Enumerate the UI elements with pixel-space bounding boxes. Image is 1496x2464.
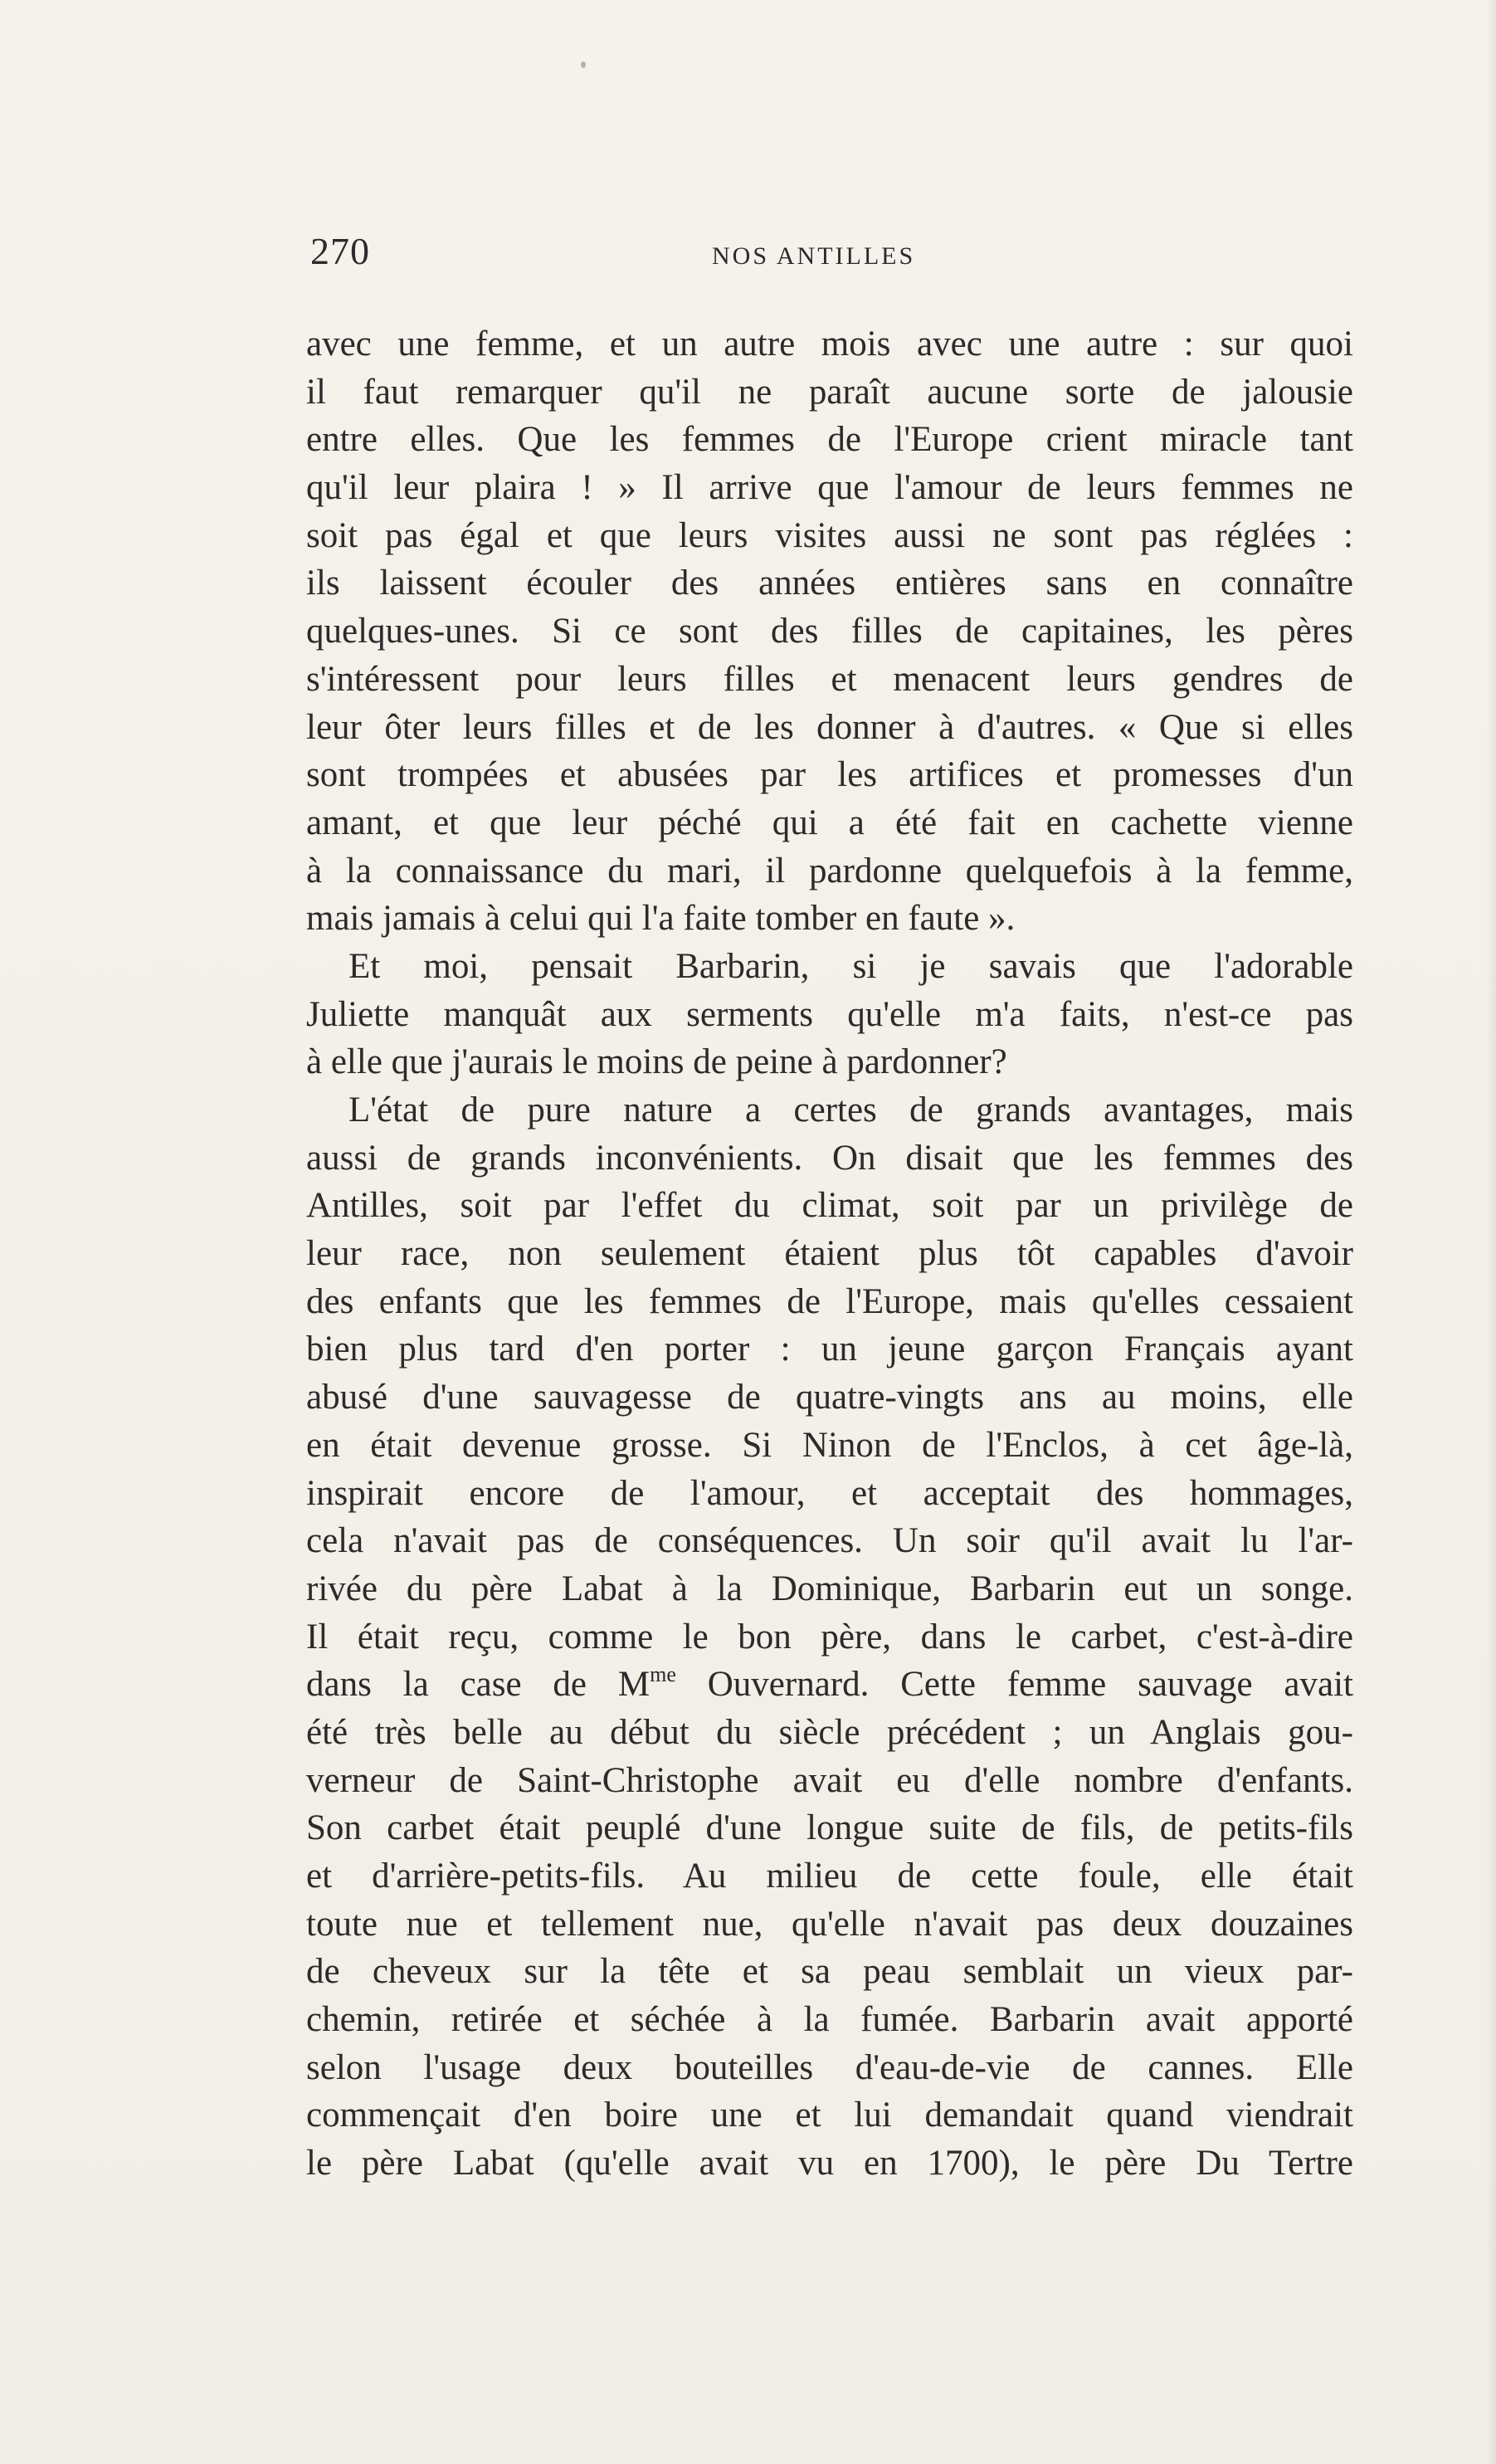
text-line: s'intéressent pour leurs filles et menacent leurs gendres de (306, 659, 1353, 699)
text-line: il faut remarquer qu'il ne paraît aucune sorte de jalousie (306, 372, 1353, 412)
text-line: sont trompées et abusées par les artifices et promesses d'un (306, 755, 1353, 795)
paragraph-start-line: L'état de pure nature a certes de grands avantages, mais (348, 1091, 1353, 1130)
text-line: et d'arrière-petits-fils. Au milieu de cette foule, elle était (306, 1857, 1353, 1896)
text-line: Son carbet était peuplé d'une longue suite de fils, de petits-fils (306, 1808, 1353, 1848)
text-line: Il était reçu, comme le bon père, dans le carbet, c'est-à-dire (306, 1617, 1353, 1656)
text-line: entre elles. Que les femmes de l'Europe crient miracle tant (306, 420, 1353, 460)
text-line: été très belle au début du siècle précédent ; un Anglais gou- (306, 1712, 1353, 1752)
text-line: soit pas égal et que leurs visites aussi ne sont pas réglées : (306, 515, 1353, 555)
text-line: selon l'usage deux bouteilles d'eau-de-vie de cannes. Elle (306, 2047, 1353, 2087)
text-line: bien plus tard d'en porter : un jeune garçon Français ayant (306, 1330, 1353, 1369)
text-line: aussi de grands inconvénients. On disait que les femmes des (306, 1138, 1353, 1178)
text-line: verneur de Saint-Christophe avait eu d'elle nombre d'enfants. (306, 1760, 1353, 1800)
text-line: quelques-unes. Si ce sont des filles de capitaines, les pères (306, 612, 1353, 651)
paragraph-start-line: Et moi, pensait Barbarin, si je savais que l'adorable (348, 946, 1353, 986)
text-line: Juliette manquât aux serments qu'elle m'a faits, n'est-ce pas (306, 994, 1353, 1034)
page-edge-shadow (1486, 0, 1496, 2464)
text-line: avec une femme, et un autre mois avec une autre : sur quoi (306, 324, 1353, 364)
text-segment: Ouvernard. Cette femme sauvage avait (675, 1665, 1354, 1705)
text-line: des enfants que les femmes de l'Europe, mais qu'elles cessaient (306, 1281, 1353, 1321)
body-text (306, 320, 1353, 2188)
running-title: NOS ANTILLES (712, 242, 916, 270)
text-line: leur race, non seulement étaient plus tôt capables d'avoir (306, 1234, 1353, 1274)
text-line: cela n'avait pas de conséquences. Un soir qu'il avait lu l'ar- (306, 1521, 1353, 1561)
text-line: inspirait encore de l'amour, et acceptait des hommages, (306, 1473, 1353, 1513)
text-line: abusé d'une sauvagesse de quatre-vingts ans au moins, elle (306, 1378, 1353, 1417)
text-line: qu'il leur plaira ! » Il arrive que l'amour de leurs femmes ne (306, 468, 1353, 508)
text-line: commençait d'en boire une et lui demandait quand viendrait (306, 2096, 1353, 2135)
running-head (310, 229, 1351, 279)
text-line: toute nue et tellement nue, qu'elle n'avait pas deux douzaines (306, 1904, 1353, 1944)
paragraph-end-line: à elle que j'aurais le moins de peine à pardonner? (306, 1042, 1007, 1082)
text-line: amant, et que leur péché qui a été fait en cachette vienne (306, 803, 1353, 842)
text-line: rivée du père Labat à la Dominique, Barbarin eut un songe. (306, 1569, 1353, 1608)
text-line: à la connaissance du mari, il pardonne quelquefois à la femme, (306, 851, 1353, 890)
text-line: ils laissent écouler des années entières sans en connaître (306, 564, 1353, 603)
text-line: en était devenue grosse. Si Ninon de l'Enclos, à cet âge-là, (306, 1425, 1353, 1465)
text-line: de cheveux sur la tête et sa peau semblait un vieux par- (306, 1952, 1353, 1992)
page-number: 270 (310, 230, 370, 272)
superscript-abbrev: me (650, 1661, 676, 1686)
paper-speck (581, 61, 586, 68)
paragraph-end-line: mais jamais à celui qui l'a faite tomber en faute ». (306, 899, 1016, 939)
text-line: Antilles, soit par l'effet du climat, soit par un privilège de (306, 1186, 1353, 1226)
text-line: leur ôter leurs filles et de les donner à d'autres. « Que si elles (306, 707, 1353, 747)
text-line: chemin, retirée et séchée à la fumée. Barbarin avait apporté (306, 2000, 1353, 2040)
text-line: le père Labat (qu'elle avait vu en 1700), le père Du Tertre (306, 2144, 1353, 2183)
text-segment: dans la case de M (306, 1665, 651, 1705)
text-line-with-superscript (306, 1661, 1353, 1709)
